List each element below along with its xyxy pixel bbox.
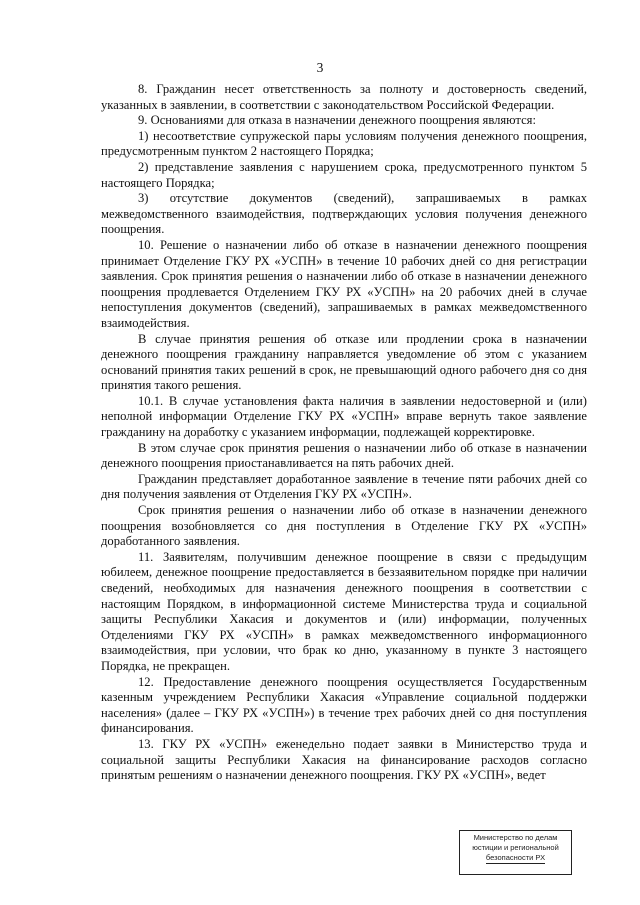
paragraph-10-1-resumption: Срок принятия решения о назначении либо об отказе в назначении денежного поощрения возобновляется со дня поступления в Отделение ГКУ РХ «УСПН» доработанного заявления. [101, 503, 587, 549]
document-body [101, 82, 587, 784]
paragraph-9: 9. Основаниями для отказа в назначении денежного поощрения являются: [138, 113, 536, 128]
paragraph-9-item-1: 1) несоответствие супружеской пары условиям получения денежного поощрения, предусмотренным пунктом 2 настоящего Порядка; [101, 128, 587, 159]
page-number: 3 [316, 60, 324, 75]
paragraph-10-1: 10.1. В случае установления факта наличия в заявлении недостоверной и (или) неполной информации Отделение ГКУ РХ «УСПН» вправе вернуть такое заявление гражданину на доработку с указанием информации, подлежащей корректировке. [101, 393, 587, 440]
paragraph-11: 11. Заявителям, получившим денежное поощрение в связи с предыдущим юбилеем, денежное поощрение предоставляется в беззаявительном порядке при наличии сведений, необходимых для назначения денежного поощрения в соответствии с настоящим Порядком, в информационной системе Министерства труда и социальной защиты Республики Хакасия и документов и (или) информации, полученных Отделениями ГКУ РХ «УСПН» в рамках межведомственного информационного взаимодействия, при условии, что брак ко дню, указанному в пункте 3 настоящего Порядка, не прекращен. [101, 549, 587, 673]
paragraph-8: 8. Гражданин несет ответственность за полноту и достоверность сведений, указанных в заявлении, в соответствии с законодательством Российской Федерации. [101, 82, 587, 112]
paragraph-13: 13. ГКУ РХ «УСПН» еженедельно подает заявки в Министерство труда и социальной защиты Республики Хакасия на финансирование расходов согласно принятым решениям о назначении денежного поощрения. ГКУ РХ «УСПН», ведет [101, 736, 587, 783]
stamp-line-2: юстиции и региональной [472, 843, 559, 852]
stamp-line-1: Министерство по делам [473, 833, 558, 842]
paragraph-10-1-suspension: В этом случае срок принятия решения о назначении либо об отказе в назначении денежного поощрения приостанавливается на пять рабочих дней. [101, 440, 587, 471]
paragraph-9-item-2: 2) представление заявления с нарушением срока, предусмотренного пунктом 5 настоящего Порядка; [101, 159, 587, 190]
stamp-line-3: безопасности РХ [485, 853, 546, 862]
paragraph-9-item-3: 3) отсутствие документов (сведений), запрашиваемых в рамках межведомственного взаимодействия, подтверждающих условия получения денежного поощрения. [101, 191, 587, 237]
paragraph-10: 10. Решение о назначении либо об отказе в назначении денежного поощрения принимает Отделение ГКУ РХ «УСПН» в течение 10 рабочих дней со дня регистрации заявления. Срок принятия решения о назначении либо об отказе в назначении денежного поощрения продлевается Отделением ГКУ РХ «УСПН» на 20 рабочих дней в случае непоступления документов (сведений), запрашиваемых в рамках межведомственного взаимодействия. [101, 237, 587, 330]
ministry-stamp [459, 830, 572, 875]
paragraph-10-1-resubmission: Гражданин представляет доработанное заявление в течение пяти рабочих дней со дня получения заявления от Отделения ГКУ РХ «УСПН». [101, 471, 587, 502]
paragraph-10-notice: В случае принятия решения об отказе или продлении срока в назначении денежного поощрения гражданину направляется уведомление об этом с указанием оснований принятия таких решений в срок, не превышающий одного рабочего дня со дня принятия такого решения. [101, 331, 587, 393]
paragraph-12: 12. Предоставление денежного поощрения осуществляется Государственным казенным учреждением Республики Хакасия «Управление социальной поддержки населения» (далее – ГКУ РХ «УСПН») в течение трех рабочих дней со дня поступления финансирования. [101, 674, 587, 736]
